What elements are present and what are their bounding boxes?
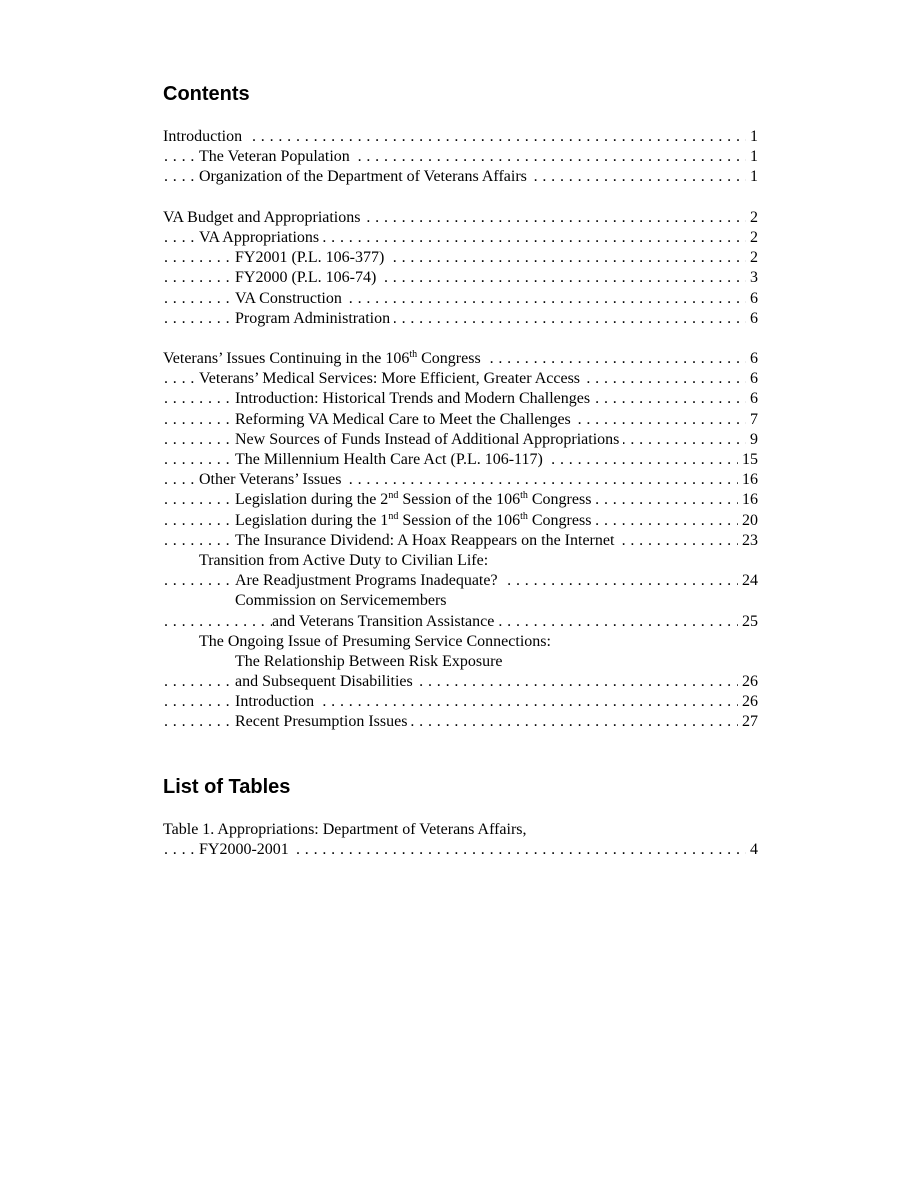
toc-entry-title: The Relationship Between Risk Exposure [235,653,507,670]
toc-entry-title: Transition from Active Duty to Civilian Life: [199,552,492,569]
toc-page-number: 24 [738,571,758,591]
toc-entry-commission[interactable] [163,591,758,611]
toc-entry-title: VA Appropriations [199,229,323,246]
toc-page-number: 6 [746,389,758,409]
toc-entry-title: Introduction [163,128,246,145]
title-text: Session of the 106 [398,491,521,509]
ordinal-suffix: th [520,490,528,502]
contents-list [163,127,758,733]
ordinal-suffix: nd [388,510,399,522]
toc-entry-va-construction[interactable] [163,289,758,309]
toc-page-number: 6 [746,369,758,389]
toc-page-number: 2 [746,208,758,228]
toc-entry-title: VA Budget and Appropriations [163,209,364,226]
toc-entry-title: Are Readjustment Programs Inadequate? [235,572,502,589]
toc-entry-va-appropriations[interactable] [163,228,758,248]
toc-entry-title [163,350,485,367]
toc-entry-fy2000[interactable] [163,268,758,288]
toc-entry-title: The Millennium Health Care Act (P.L. 106-117) [235,451,547,468]
toc-page-number: 23 [738,531,758,551]
toc-entry-title: Introduction: Historical Trends and Modern Challenges [235,390,594,407]
toc-entry-introduction[interactable] [163,127,758,147]
toc-entry-program-administration[interactable] [163,309,758,329]
toc-entry-subsequent[interactable] [163,672,758,692]
toc-page-number: 2 [746,228,758,248]
toc-entry-transition[interactable] [163,551,758,571]
table-entry-1[interactable] [163,820,758,840]
toc-page-number: 1 [746,167,758,187]
toc-entry-commission-cont[interactable] [163,612,758,632]
toc-entry-title: The Ongoing Issue of Presuming Service Connections: [199,633,555,650]
toc-page-number: 16 [738,470,758,490]
toc-entry-intro-historical[interactable] [163,389,758,409]
title-text: Congress [527,511,592,529]
toc-entry-title: Commission on Servicemembers [235,592,451,609]
title-text: Congress [417,350,481,368]
toc-page-number: 6 [746,309,758,329]
toc-entry-relationship[interactable] [163,652,758,672]
toc-entry-title: FY2001 (P.L. 106-377) [235,249,388,266]
table-entry-1-cont[interactable] [163,840,758,860]
toc-entry-organization-va[interactable] [163,167,758,187]
toc-page-number: 25 [738,612,758,632]
toc-page-number: 4 [746,840,758,860]
toc-entry-va-budget[interactable] [163,208,758,228]
toc-entry-title: VA Construction [235,290,346,307]
toc-entry-legislation-1st[interactable] [163,511,758,531]
toc-page-number: 6 [746,349,758,369]
toc-entry-title: Recent Presumption Issues [235,713,411,730]
toc-entry-title: and Veterans Transition Assistance [272,613,498,630]
toc-page-number: 2 [746,248,758,268]
table-entry-title: Table 1. Appropriations: Department of Veterans Affairs, [163,821,531,838]
ordinal-suffix: nd [388,490,399,502]
toc-entry-title: Organization of the Department of Veterans Affairs [199,168,531,185]
toc-entry-presuming[interactable] [163,632,758,652]
toc-entry-veteran-population[interactable] [163,147,758,167]
toc-entry-title: New Sources of Funds Instead of Additional Appropriations [235,431,623,448]
list-of-tables-heading: List of Tables [163,776,291,798]
toc-entry-other-issues[interactable] [163,470,758,490]
toc-entry-reforming-va[interactable] [163,410,758,430]
toc-page-number: 7 [746,410,758,430]
toc-page-number: 15 [738,450,758,470]
toc-entry-title [235,512,595,529]
toc-entry-title: FY2000 (P.L. 106-74) [235,269,380,286]
ordinal-suffix: th [520,510,528,522]
toc-page-number: 1 [746,127,758,147]
toc-entry-insurance-dividend[interactable] [163,531,758,551]
title-text: Veterans’ Issues Continuing in the 106 [163,350,410,368]
toc-entry-title: Reforming VA Medical Care to Meet the Challenges [235,411,575,428]
toc-entry-veterans-issues[interactable] [163,349,758,369]
toc-entry-medical-services[interactable] [163,369,758,389]
toc-entry-millennium[interactable] [163,450,758,470]
toc-entry-recent-presumption[interactable] [163,712,758,732]
toc-entry-title: Veterans’ Medical Services: More Efficient, Greater Access [199,370,584,387]
toc-page-number: 3 [746,268,758,288]
toc-page-number: 1 [746,147,758,167]
toc-entry-fy2001[interactable] [163,248,758,268]
toc-entry-title: Program Administration [235,310,394,327]
toc-entry-title: Introduction [235,693,318,710]
toc-entry-title [235,491,595,508]
toc-page-number: 27 [738,712,758,732]
toc-entry-title: The Veteran Population [199,148,354,165]
title-text: Congress [527,491,592,509]
title-text: Session of the 106 [398,511,521,529]
toc-page-number: 26 [738,672,758,692]
toc-page-number: 20 [738,511,758,531]
toc-entry-title: Other Veterans’ Issues [199,471,345,488]
toc-entry-legislation-2nd[interactable] [163,490,758,510]
toc-entry-title: The Insurance Dividend: A Hoax Reappears on the Internet [235,532,618,549]
table-entry-title: FY2000-2001 [199,841,293,858]
toc-entry-title: and Subsequent Disabilities [235,673,417,690]
ordinal-suffix: th [409,349,418,361]
toc-page-number: 9 [746,430,758,450]
tables-list [163,820,758,860]
toc-entry-new-sources[interactable] [163,430,758,450]
contents-heading: Contents [163,83,250,105]
toc-page-number: 16 [738,490,758,510]
title-text: Legislation during the 1 [235,511,389,529]
toc-entry-readjustment[interactable] [163,571,758,591]
toc-page-number: 6 [746,289,758,309]
title-text: Legislation during the 2 [235,491,389,509]
toc-page-number: 26 [738,692,758,712]
toc-entry-introduction-2[interactable] [163,692,758,712]
